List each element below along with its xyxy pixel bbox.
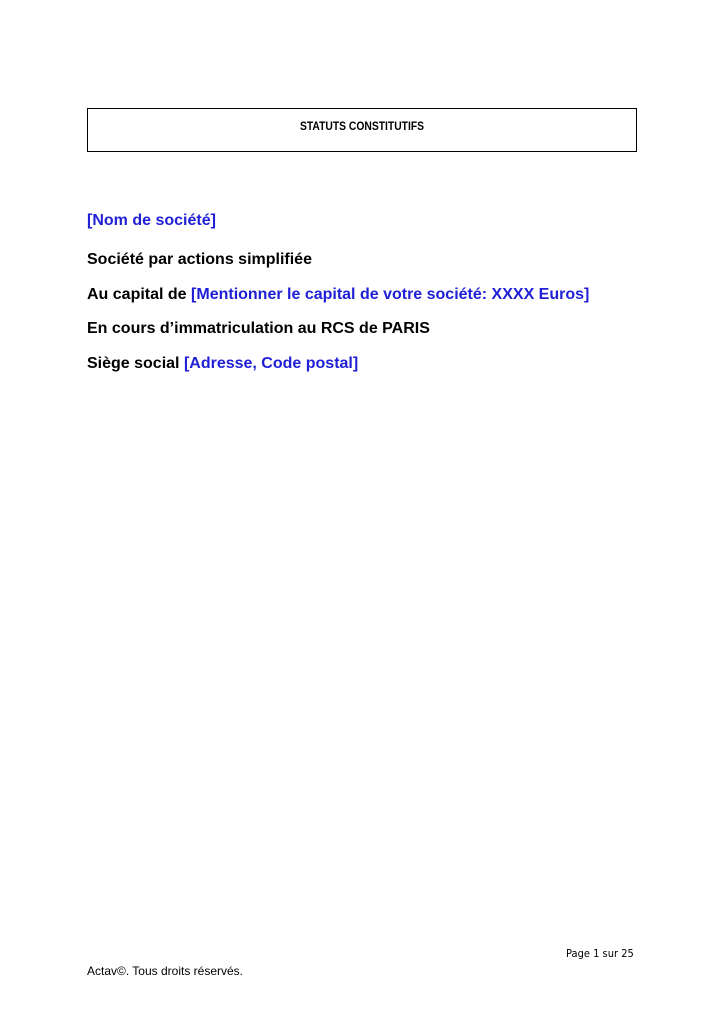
seat-label: Siège social [87,355,184,372]
page-number: Page 1 sur 25 [566,947,634,960]
capital-line [87,285,589,305]
footer-copyright: Actav©. Tous droits réservés. [87,964,244,978]
seat-placeholder: [Adresse, Code postal] [183,355,359,372]
company-name-placeholder: [Nom de société] [87,212,216,229]
seat-line [87,354,358,374]
capital-placeholder: [Mentionner le capital de votre société: XXXX Euros] [191,286,590,303]
registration-line [87,319,430,339]
company-form-line [87,250,312,270]
document-title-box [87,108,637,152]
company-form: Société par actions simplifiée [87,251,312,268]
company-name-line [87,211,216,231]
document-title: STATUTS CONSTITUTIFS [299,119,425,133]
registration-text: En cours d’immatriculation au RCS de PARIS [87,320,430,337]
capital-label: Au capital de [87,286,192,303]
